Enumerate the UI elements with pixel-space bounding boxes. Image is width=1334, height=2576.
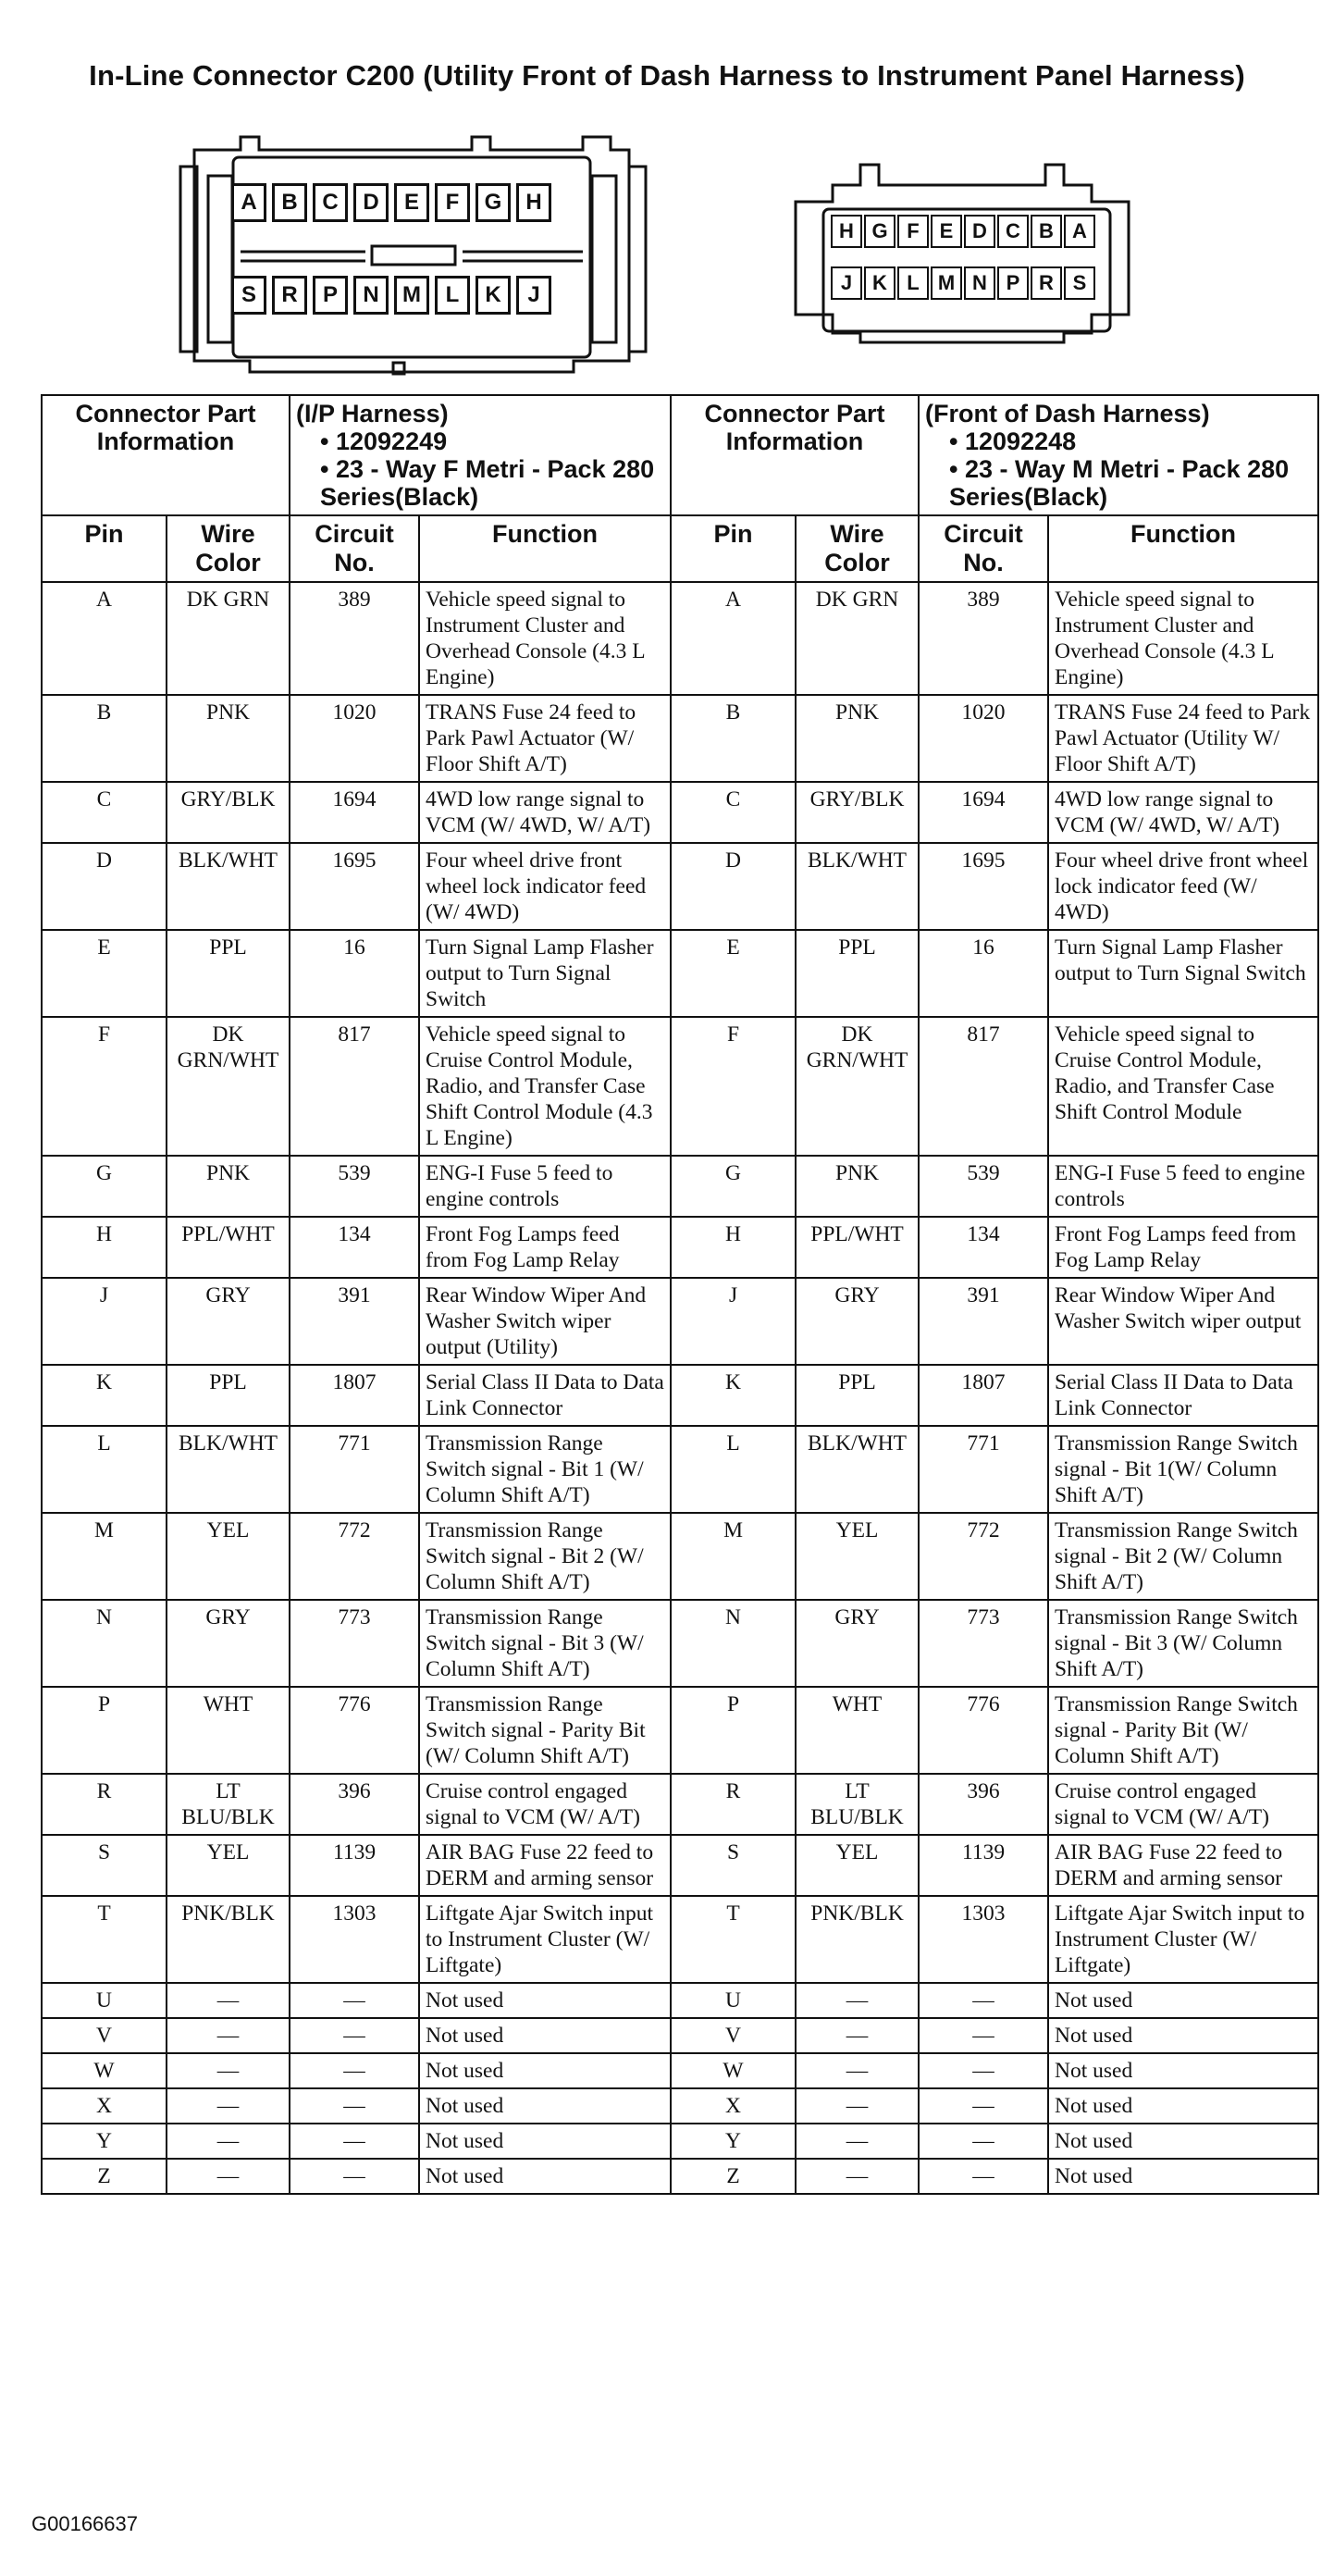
wire-color-cell: PPL (167, 930, 290, 1017)
page-title: In-Line Connector C200 (Utility Front of Dash Harness to Instrument Panel Harness) (89, 59, 1245, 92)
pin-box: M (931, 266, 962, 300)
pin-cell: H (671, 1217, 796, 1278)
pin-cell: L (671, 1426, 796, 1513)
pin-box: F (435, 183, 470, 222)
pin-cell: J (42, 1278, 167, 1365)
pin-cell: W (671, 2053, 796, 2088)
wire-color-cell: — (796, 2018, 919, 2053)
pin-box: S (231, 276, 266, 315)
circuit-cell: 396 (290, 1774, 419, 1835)
circuit-cell: 134 (290, 1217, 419, 1278)
pin-box: G (864, 215, 896, 248)
pin-cell: Y (42, 2124, 167, 2159)
wire-color-cell: PPL (796, 1365, 919, 1426)
wire-color-cell: GRY (167, 1278, 290, 1365)
circuit-cell: — (919, 1983, 1048, 2018)
function-cell: ENG-I Fuse 5 feed to engine controls (419, 1156, 671, 1217)
function-cell: Not used (419, 1983, 671, 2018)
wire-color-cell: — (167, 2053, 290, 2088)
circuit-cell: — (290, 1983, 419, 2018)
circuit-cell: — (290, 2018, 419, 2053)
function-cell: AIR BAG Fuse 22 feed to DERM and arming sensor (1048, 1835, 1318, 1896)
function-cell: Vehicle speed signal to Instrument Cluster and Overhead Console (4.3 L Engine) (1048, 582, 1318, 695)
wire-color-cell: DK GRN (796, 582, 919, 695)
col-header-pin: Pin (671, 515, 796, 582)
pin-cell: K (42, 1365, 167, 1426)
right-harness-desc: • 23 - Way M Metri - Pack 280 Series(Black) (925, 455, 1312, 511)
pin-cell: R (671, 1774, 796, 1835)
table-row (42, 1426, 1318, 1513)
circuit-cell: — (919, 2124, 1048, 2159)
table-row (42, 2159, 1318, 2194)
function-cell: Liftgate Ajar Switch input to Instrument Cluster (W/ Liftgate) (419, 1896, 671, 1983)
wire-color-cell: — (796, 2159, 919, 2194)
function-cell: AIR BAG Fuse 22 feed to DERM and arming sensor (419, 1835, 671, 1896)
pin-cell: X (42, 2088, 167, 2124)
function-cell: Transmission Range Switch signal - Bit 1 (W/ Column Shift A/T) (419, 1426, 671, 1513)
circuit-cell: — (919, 2018, 1048, 2053)
wire-color-cell: — (167, 2124, 290, 2159)
function-cell: Cruise control engaged signal to VCM (W/ A/T) (1048, 1774, 1318, 1835)
circuit-cell: 776 (919, 1687, 1048, 1774)
table-row (42, 843, 1318, 930)
function-cell: Transmission Range Switch signal - Bit 2 (W/ Column Shift A/T) (419, 1513, 671, 1600)
pin-cell: E (42, 930, 167, 1017)
wire-color-cell: PPL (167, 1365, 290, 1426)
wire-color-cell: GRY/BLK (796, 782, 919, 843)
function-cell: Turn Signal Lamp Flasher output to Turn Signal Switch (419, 930, 671, 1017)
wire-color-cell: GRY (167, 1600, 290, 1687)
pin-cell: A (42, 582, 167, 695)
left-harness-part: • 12092249 (296, 427, 664, 455)
circuit-cell: 16 (290, 930, 419, 1017)
table-row (42, 1983, 1318, 2018)
wire-color-cell: YEL (167, 1513, 290, 1600)
table-row (42, 2053, 1318, 2088)
pin-box: E (931, 215, 962, 248)
function-cell: Four wheel drive front wheel lock indicator feed (W/ 4WD) (1048, 843, 1318, 930)
col-header-wire-color: Wire Color (167, 515, 290, 582)
figure-id: G00166637 (31, 2512, 138, 2535)
circuit-cell: 771 (290, 1426, 419, 1513)
pin-cell: L (42, 1426, 167, 1513)
pin-cell: W (42, 2053, 167, 2088)
table-row (42, 1774, 1318, 1835)
function-cell: Cruise control engaged signal to VCM (W/ A/T) (419, 1774, 671, 1835)
wire-color-cell: YEL (796, 1513, 919, 1600)
pin-box: N (353, 276, 389, 315)
connector-pin-table (41, 394, 1319, 2195)
circuit-cell: 1695 (919, 843, 1048, 930)
circuit-cell: 776 (290, 1687, 419, 1774)
circuit-cell: 772 (290, 1513, 419, 1600)
pin-cell: Z (42, 2159, 167, 2194)
pin-box: J (516, 276, 551, 315)
circuit-cell: 1020 (919, 695, 1048, 782)
wire-color-cell: — (167, 2018, 290, 2053)
circuit-cell: 1139 (290, 1835, 419, 1896)
function-cell: Not used (419, 2053, 671, 2088)
table-row (42, 1896, 1318, 1983)
pin-cell: B (671, 695, 796, 782)
left-info-label: Connector Part Information (42, 395, 290, 515)
pin-cell: D (42, 843, 167, 930)
function-cell: TRANS Fuse 24 feed to Park Pawl Actuator (Utility W/ Floor Shift A/T) (1048, 695, 1318, 782)
circuit-cell: 1020 (290, 695, 419, 782)
pin-box: L (435, 276, 470, 315)
circuit-cell: 391 (919, 1278, 1048, 1365)
wire-color-cell: BLK/WHT (167, 1426, 290, 1513)
left-harness-desc: • 23 - Way F Metri - Pack 280 Series(Black) (296, 455, 664, 511)
function-cell: Serial Class II Data to Data Link Connector (419, 1365, 671, 1426)
table-row (42, 1365, 1318, 1426)
wire-color-cell: LT BLU/BLK (796, 1774, 919, 1835)
wire-color-cell: YEL (796, 1835, 919, 1896)
wire-color-cell: — (796, 1983, 919, 2018)
wire-color-cell: GRY (796, 1600, 919, 1687)
pin-box: L (897, 266, 929, 300)
wire-color-cell: PNK (796, 1156, 919, 1217)
function-cell: Not used (1048, 2053, 1318, 2088)
function-cell: Transmission Range Switch signal - Bit 2 (W/ Column Shift A/T) (1048, 1513, 1318, 1600)
wire-color-cell: LT BLU/BLK (167, 1774, 290, 1835)
circuit-cell: 1807 (919, 1365, 1048, 1426)
pin-cell: N (42, 1600, 167, 1687)
pin-cell: A (671, 582, 796, 695)
pin-box: M (394, 276, 429, 315)
pin-box: D (353, 183, 389, 222)
table-row (42, 695, 1318, 782)
wire-color-cell: — (167, 1983, 290, 2018)
pin-cell: X (671, 2088, 796, 2124)
table-row (42, 1017, 1318, 1156)
pin-box: H (516, 183, 551, 222)
wire-color-cell: PNK (796, 695, 919, 782)
function-cell: Front Fog Lamps feed from Fog Lamp Relay (1048, 1217, 1318, 1278)
pin-cell: H (42, 1217, 167, 1278)
pin-box: K (864, 266, 896, 300)
circuit-cell: 1694 (919, 782, 1048, 843)
function-cell: Rear Window Wiper And Washer Switch wiper output (Utility) (419, 1278, 671, 1365)
wire-color-cell: GRY/BLK (167, 782, 290, 843)
col-header-circuit: Circuit No. (290, 515, 419, 582)
table-row (42, 1600, 1318, 1687)
function-cell: Vehicle speed signal to Instrument Cluster and Overhead Console (4.3 L Engine) (419, 582, 671, 695)
wire-color-cell: — (167, 2159, 290, 2194)
pin-cell: G (671, 1156, 796, 1217)
wire-color-cell: PPL/WHT (167, 1217, 290, 1278)
table-row (42, 930, 1318, 1017)
function-cell: Transmission Range Switch signal - Parity Bit (W/ Column Shift A/T) (1048, 1687, 1318, 1774)
circuit-cell: 396 (919, 1774, 1048, 1835)
pin-cell: U (671, 1983, 796, 2018)
pin-cell: P (671, 1687, 796, 1774)
pin-cell: T (671, 1896, 796, 1983)
wire-color-cell: DK GRN/WHT (796, 1017, 919, 1156)
pin-cell: K (671, 1365, 796, 1426)
function-cell: Four wheel drive front wheel lock indicator feed (W/ 4WD) (419, 843, 671, 930)
table-row (42, 582, 1318, 695)
wire-color-cell: — (796, 2088, 919, 2124)
table-header-info-row (42, 395, 1318, 515)
function-cell: 4WD low range signal to VCM (W/ 4WD, W/ A/T) (1048, 782, 1318, 843)
function-cell: Not used (419, 2088, 671, 2124)
pin-cell: B (42, 695, 167, 782)
circuit-cell: — (919, 2159, 1048, 2194)
function-cell: Not used (1048, 2159, 1318, 2194)
circuit-cell: 1303 (919, 1896, 1048, 1983)
circuit-cell: 1303 (290, 1896, 419, 1983)
pin-box: B (1031, 215, 1062, 248)
pin-box: G (476, 183, 511, 222)
col-header-function: Function (1048, 515, 1318, 582)
function-cell: TRANS Fuse 24 feed to Park Pawl Actuator (W/ Floor Shift A/T) (419, 695, 671, 782)
function-cell: Vehicle speed signal to Cruise Control Module, Radio, and Transfer Case Shift Control Module (1048, 1017, 1318, 1156)
function-cell: Liftgate Ajar Switch input to Instrument Cluster (W/ Liftgate) (1048, 1896, 1318, 1983)
wire-color-cell: WHT (796, 1687, 919, 1774)
wire-color-cell: — (796, 2053, 919, 2088)
wire-color-cell: WHT (167, 1687, 290, 1774)
circuit-cell: 389 (290, 582, 419, 695)
function-cell: Serial Class II Data to Data Link Connector (1048, 1365, 1318, 1426)
connector-table-wrapper (41, 394, 1317, 2195)
circuit-cell: 817 (290, 1017, 419, 1156)
pin-box: A (231, 183, 266, 222)
function-cell: Turn Signal Lamp Flasher output to Turn Signal Switch (1048, 930, 1318, 1017)
pin-box: F (897, 215, 929, 248)
wire-color-cell: PPL (796, 930, 919, 1017)
circuit-cell: — (290, 2159, 419, 2194)
table-body (42, 582, 1318, 2194)
function-cell: ENG-I Fuse 5 feed to engine controls (1048, 1156, 1318, 1217)
circuit-cell: 539 (290, 1156, 419, 1217)
circuit-cell: 1695 (290, 843, 419, 930)
table-column-header-row (42, 515, 1318, 582)
pin-cell: C (42, 782, 167, 843)
pin-box: C (997, 215, 1029, 248)
pin-cell: F (671, 1017, 796, 1156)
wire-color-cell: BLK/WHT (796, 1426, 919, 1513)
table-row (42, 1156, 1318, 1217)
circuit-cell: 1807 (290, 1365, 419, 1426)
wire-color-cell: PNK (167, 695, 290, 782)
pin-box: C (313, 183, 348, 222)
table-row (42, 1217, 1318, 1278)
circuit-cell: — (919, 2053, 1048, 2088)
function-cell: 4WD low range signal to VCM (W/ 4WD, W/ A/T) (419, 782, 671, 843)
wire-color-cell: BLK/WHT (167, 843, 290, 930)
pin-cell: U (42, 1983, 167, 2018)
col-header-circuit: Circuit No. (919, 515, 1048, 582)
function-cell: Transmission Range Switch signal - Parity Bit (W/ Column Shift A/T) (419, 1687, 671, 1774)
function-cell: Not used (1048, 2018, 1318, 2053)
table-row (42, 2124, 1318, 2159)
function-cell: Front Fog Lamps feed from Fog Lamp Relay (419, 1217, 671, 1278)
table-row (42, 1835, 1318, 1896)
circuit-cell: 1139 (919, 1835, 1048, 1896)
table-row (42, 2018, 1318, 2053)
pin-box: A (1064, 215, 1095, 248)
wire-color-cell: YEL (167, 1835, 290, 1896)
left-harness-info (290, 395, 671, 515)
circuit-cell: 771 (919, 1426, 1048, 1513)
pin-cell: C (671, 782, 796, 843)
pin-cell: E (671, 930, 796, 1017)
wire-color-cell: DK GRN/WHT (167, 1017, 290, 1156)
pin-cell: F (42, 1017, 167, 1156)
wire-color-cell: PPL/WHT (796, 1217, 919, 1278)
table-row (42, 1687, 1318, 1774)
connector-m-outline (786, 157, 1156, 352)
pin-box: K (476, 276, 511, 315)
pin-cell: P (42, 1687, 167, 1774)
table-row (42, 1278, 1318, 1365)
pin-cell: Z (671, 2159, 796, 2194)
pin-box: R (1031, 266, 1062, 300)
wire-color-cell: BLK/WHT (796, 843, 919, 930)
col-header-wire-color: Wire Color (796, 515, 919, 582)
pin-box: N (964, 266, 995, 300)
function-cell: Not used (1048, 2088, 1318, 2124)
left-harness-name: (I/P Harness) (296, 400, 449, 427)
pin-cell: V (671, 2018, 796, 2053)
circuit-cell: 389 (919, 582, 1048, 695)
col-header-function: Function (419, 515, 671, 582)
function-cell: Transmission Range Switch signal - Bit 3 (W/ Column Shift A/T) (1048, 1600, 1318, 1687)
pin-box: E (394, 183, 429, 222)
circuit-cell: 391 (290, 1278, 419, 1365)
pin-box: H (831, 215, 862, 248)
circuit-cell: — (919, 2088, 1048, 2124)
pin-cell: G (42, 1156, 167, 1217)
pin-box: B (272, 183, 307, 222)
wire-color-cell: DK GRN (167, 582, 290, 695)
pin-box: S (1064, 266, 1095, 300)
function-cell: Transmission Range Switch signal - Bit 3 (W/ Column Shift A/T) (419, 1600, 671, 1687)
pin-cell: D (671, 843, 796, 930)
right-info-label: Connector Part Information (671, 395, 919, 515)
right-harness-info (919, 395, 1318, 515)
circuit-cell: 16 (919, 930, 1048, 1017)
circuit-cell: 539 (919, 1156, 1048, 1217)
wire-color-cell: PNK (167, 1156, 290, 1217)
function-cell: Not used (1048, 1983, 1318, 2018)
circuit-cell: — (290, 2053, 419, 2088)
pin-cell: V (42, 2018, 167, 2053)
pin-cell: M (671, 1513, 796, 1600)
circuit-cell: 817 (919, 1017, 1048, 1156)
pin-cell: T (42, 1896, 167, 1983)
right-harness-part: • 12092248 (925, 427, 1312, 455)
wire-color-cell: GRY (796, 1278, 919, 1365)
circuit-cell: 773 (919, 1600, 1048, 1687)
pin-box: J (831, 266, 862, 300)
function-cell: Not used (419, 2124, 671, 2159)
function-cell: Not used (419, 2018, 671, 2053)
function-cell: Vehicle speed signal to Cruise Control Module, Radio, and Transfer Case Shift Control Module (4.3 L Engine) (419, 1017, 671, 1156)
wire-color-cell: — (796, 2124, 919, 2159)
circuit-cell: 772 (919, 1513, 1048, 1600)
pin-box: R (272, 276, 307, 315)
wire-color-cell: — (167, 2088, 290, 2124)
pin-box: P (313, 276, 348, 315)
circuit-cell: — (290, 2124, 419, 2159)
connector-f-outline (167, 130, 648, 379)
wire-color-cell: PNK/BLK (796, 1896, 919, 1983)
col-header-pin: Pin (42, 515, 167, 582)
wire-color-cell: PNK/BLK (167, 1896, 290, 1983)
pin-cell: Y (671, 2124, 796, 2159)
circuit-cell: 1694 (290, 782, 419, 843)
circuit-cell: — (290, 2088, 419, 2124)
pin-cell: J (671, 1278, 796, 1365)
function-cell: Not used (419, 2159, 671, 2194)
circuit-cell: 773 (290, 1600, 419, 1687)
circuit-cell: 134 (919, 1217, 1048, 1278)
table-row (42, 1513, 1318, 1600)
right-harness-name: (Front of Dash Harness) (925, 400, 1210, 427)
table-row (42, 782, 1318, 843)
pin-cell: N (671, 1600, 796, 1687)
pin-box: P (997, 266, 1029, 300)
function-cell: Rear Window Wiper And Washer Switch wiper output (1048, 1278, 1318, 1365)
pin-box: D (964, 215, 995, 248)
pin-cell: M (42, 1513, 167, 1600)
function-cell: Transmission Range Switch signal - Bit 1(W/ Column Shift A/T) (1048, 1426, 1318, 1513)
pin-cell: S (671, 1835, 796, 1896)
pin-cell: R (42, 1774, 167, 1835)
pin-cell: S (42, 1835, 167, 1896)
table-row (42, 2088, 1318, 2124)
function-cell: Not used (1048, 2124, 1318, 2159)
